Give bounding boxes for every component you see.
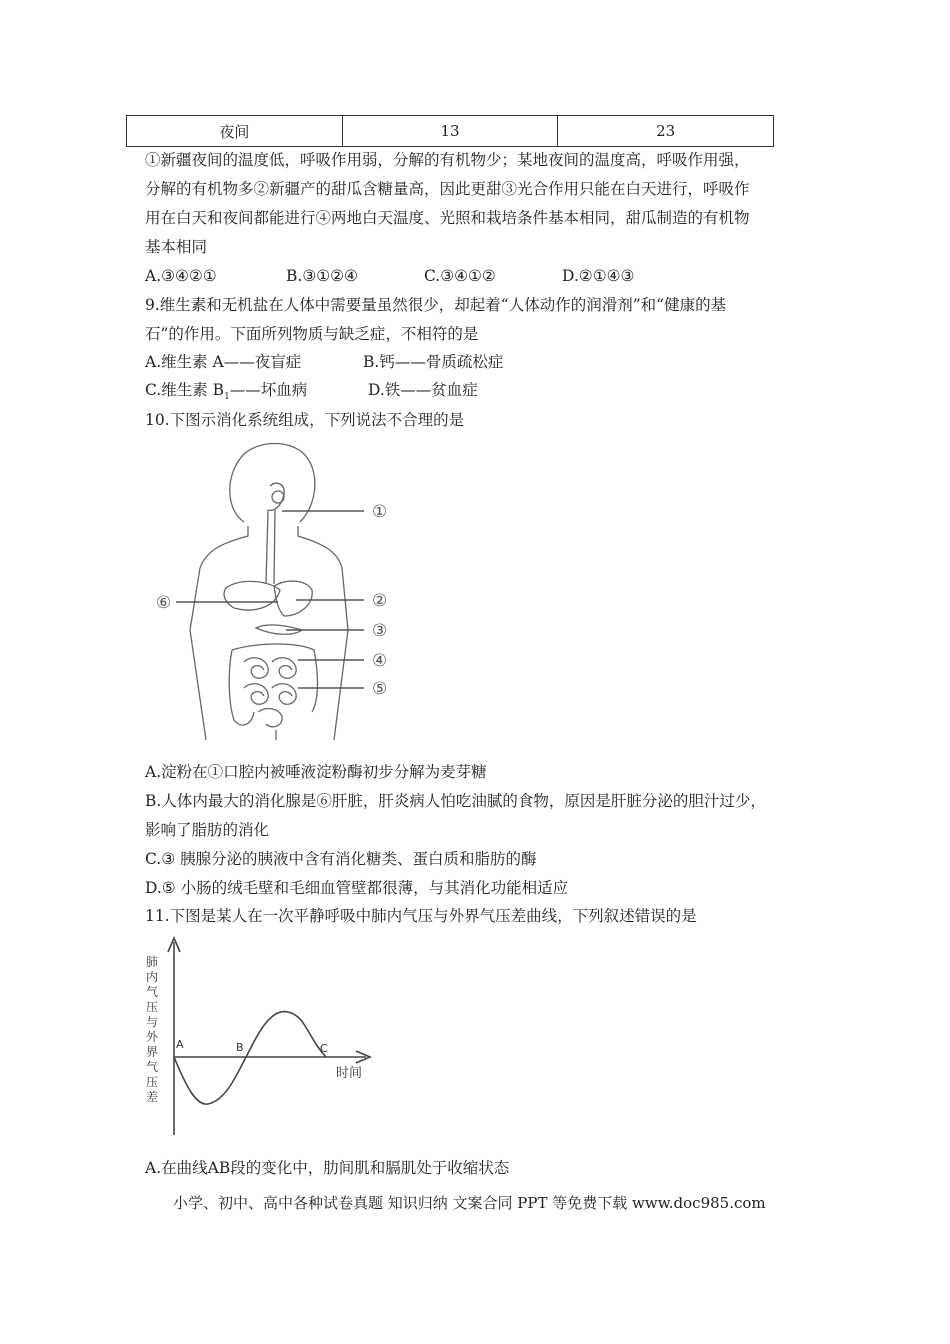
label-1: ① (372, 502, 388, 522)
digestive-system-diagram (148, 440, 403, 740)
q8-option-a: A.③④②① (145, 267, 217, 285)
q9-option-d: D.铁——贫血症 (368, 381, 478, 399)
q8-option-c: C.③④①② (424, 267, 496, 285)
table-row (127, 116, 774, 147)
q9-option-c-text: C.维生素 B (145, 381, 225, 399)
y-label-char: 压 (146, 1000, 159, 1014)
page-footer: 小学、初中、高中各种试卷真题 知识归纳 文案合同 PPT 等免费下载 www.doc985.com (173, 1194, 766, 1212)
q10-option-c: C.③ 胰腺分泌的胰液中含有消化糖类、蛋白质和脂肪的酶 (145, 850, 537, 868)
table-cell: 夜间 (127, 116, 343, 147)
label-5: ⑤ (372, 679, 388, 699)
q10-option-d: D.⑤ 小肠的绒毛壁和毛细血管壁都很薄，与其消化功能相适应 (145, 879, 569, 897)
q11-stem: 11.下图是某人在一次平静呼吸中肺内气压与外界气压差曲线，下列叙述错误的是 (145, 907, 697, 925)
q10-option-b-cont: 影响了脂肪的消化 (145, 821, 270, 839)
q8-option-b: B.③①②④ (286, 267, 358, 285)
y-label-char: 气 (146, 985, 159, 999)
q10-option-b: B.人体内最大的消化腺是⑥肝脏，肝炎病人怕吃油腻的食物，原因是肝脏分泌的胆汁过少， (145, 792, 766, 810)
q8-statement-line: 用在白天和夜间都能进行④两地白天温度、光照和栽培条件基本相同，甜瓜制造的有机物 (145, 209, 750, 227)
point-c-label: C (320, 1042, 328, 1055)
q8-statement-line: 基本相同 (145, 238, 208, 256)
q9-option-a: A.维生素 A——夜盲症 (145, 353, 302, 371)
y-label-char: 差 (146, 1090, 159, 1104)
q11-option-a: A.在曲线AB段的变化中，肋间肌和膈肌处于收缩状态 (145, 1159, 510, 1177)
q9-option-c (145, 380, 368, 407)
q10-stem: 10.下图示消化系统组成，下列说法不合理的是 (145, 411, 465, 429)
label-3: ③ (372, 621, 388, 641)
q9-stem-line: 石”的作用。下面所列物质与缺乏症，不相符的是 (145, 325, 479, 343)
q9-options-row (145, 352, 503, 372)
q9-option-c-sub: 1 (224, 392, 230, 403)
y-label-char: 外 (146, 1030, 159, 1044)
q9-options-row (145, 380, 478, 407)
y-label-char: 与 (146, 1015, 159, 1029)
q8-options (145, 266, 634, 286)
temperature-table (126, 115, 774, 147)
label-2: ② (372, 591, 388, 611)
q8-statement-line: ①新疆夜间的温度低，呼吸作用弱，分解的有机物少；某地夜间的温度高，呼吸作用强， (145, 151, 750, 169)
q9-option-b: B.钙——骨质疏松症 (363, 353, 504, 371)
point-a-label: A (176, 1038, 184, 1051)
table-cell: 23 (558, 116, 774, 147)
q9-option-c-tail: ——坏血病 (229, 381, 308, 399)
pressure-curve (174, 1012, 326, 1105)
point-b-label: B (236, 1041, 244, 1054)
pressure-chart (140, 930, 390, 1140)
label-6: ⑥ (156, 593, 172, 613)
y-label-char: 气 (146, 1060, 159, 1074)
y-label-char: 压 (146, 1075, 159, 1089)
q9-stem-line: 9.维生素和无机盐在人体中需要量虽然很少，却起着“人体动作的润滑剂”和“健康的基 (145, 296, 727, 314)
label-4: ④ (372, 651, 388, 671)
q8-statement-line: 分解的有机物多②新疆产的甜瓜含糖量高，因此更甜③光合作用只能在白天进行，呼吸作 (145, 180, 750, 198)
y-label-char: 界 (146, 1045, 159, 1059)
y-axis-label (146, 954, 159, 1104)
y-label-char: 内 (146, 970, 159, 984)
table-cell: 13 (342, 116, 558, 147)
y-label-char: 肺 (146, 955, 159, 969)
q8-option-d: D.②①④③ (562, 267, 635, 285)
q10-option-a: A.淀粉在①口腔内被唾液淀粉酶初步分解为麦芽糖 (145, 763, 487, 781)
x-axis-label: 时间 (336, 1066, 363, 1081)
